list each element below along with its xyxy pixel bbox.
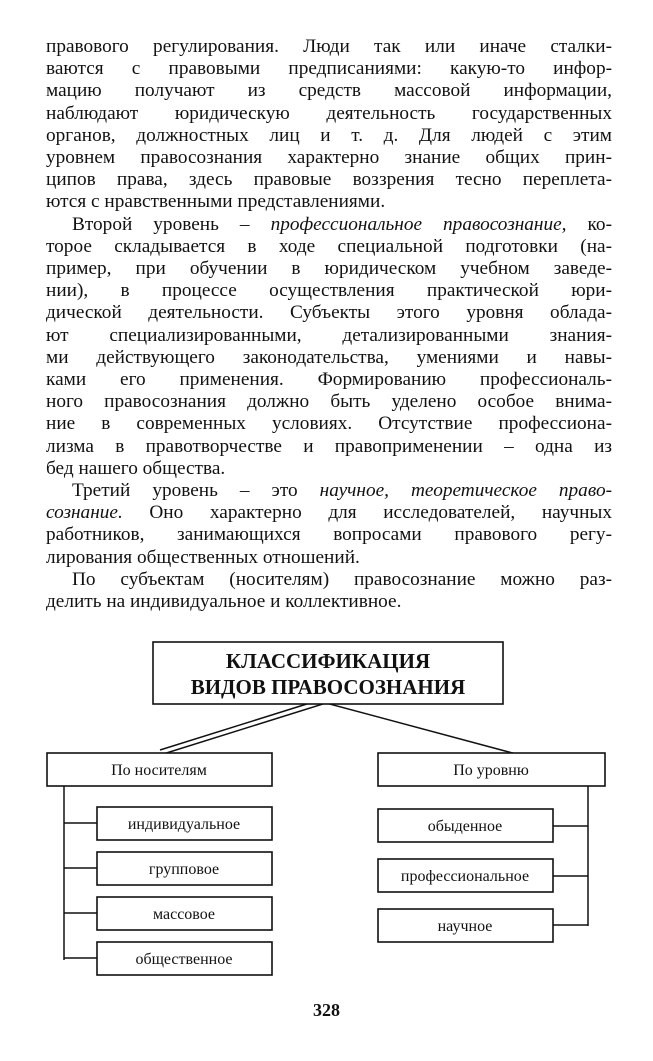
text-line: ципов права, здесь правовые воззрения тесно переплета- — [46, 169, 612, 191]
text-line: пример, при обучении в юридическом учебном заведе- — [46, 258, 612, 279]
text-line: ют специализированными, детализированными знания- — [46, 324, 612, 346]
text-line: ние в современных условиях. Отсутствие профессиона- — [46, 413, 612, 435]
text-line: нии), в процессе осуществления практической юри- — [46, 280, 612, 302]
text-line: работников, занимающихся вопросами правового регу- — [46, 524, 612, 546]
diagram-title-line-2: ВИДОВ ПРАВОСОЗНАНИЯ — [190, 675, 466, 699]
text-line: правового регулирования. Люди так или иначе сталки- — [46, 36, 612, 57]
text-line: лирования общественных отношений. — [46, 546, 360, 568]
page-number: 328 — [313, 1000, 340, 1020]
right-header-label: По уровню — [453, 762, 529, 779]
left-item-mass: массовое — [152, 906, 216, 923]
text-line: мацию получают из средств массовой информации, — [46, 80, 612, 102]
text-line: торое складывается в ходе специальной подготовки (на- — [46, 235, 612, 257]
text-line: ются с нравственными представлениями. — [46, 191, 386, 213]
text-line: дической деятельности. Субъекты этого уровня облада- — [46, 302, 612, 324]
text-line: ваются с правовыми предписаниями: какую-то инфор- — [46, 58, 612, 80]
text-line: уровнем правосознания характерно знание общих прин- — [46, 147, 612, 169]
text-line: наблюдают юридическую деятельность государственных — [46, 102, 612, 124]
text-line: ми действующего законодательства, умениями и навы- — [46, 346, 612, 368]
connector-line — [160, 703, 310, 750]
text-line: лизма в правотворчестве и правоприменении – одна из — [46, 435, 612, 457]
diagram-title-line-1: КЛАССИФИКАЦИЯ — [225, 649, 431, 673]
italic-term: профессиональное правосознание, — [270, 213, 567, 235]
right-item-ordinary: обыденное — [427, 818, 503, 835]
connector-line — [160, 703, 520, 755]
left-item-individual: индивидуальное — [127, 816, 241, 833]
left-item-group: групповое — [148, 861, 220, 878]
left-header-label: По носителям — [111, 762, 207, 779]
text-line: По субъектам (носителям) правосознание можно раз- — [72, 568, 612, 590]
text-line: Второй уровень – профессиональное правосознание, ко- — [72, 213, 612, 235]
right-item-professional: профессиональное — [400, 868, 530, 885]
text-line: органов, должностных лиц и т. д. Для людей с этим — [46, 124, 612, 146]
text-line: ного правосознания должно быть уделено особое внима- — [46, 391, 612, 413]
italic-term: сознание. — [46, 502, 123, 524]
text-line: Третий уровень – это научное, теоретическое право- — [72, 480, 613, 501]
text-line: делить на индивидуальное и коллективное. — [46, 591, 402, 612]
right-item-scientific: научное — [437, 918, 493, 935]
left-item-public: общественное — [135, 951, 233, 968]
text-line: бед нашего общества. — [46, 457, 226, 479]
italic-term: научное, теоретическое право- — [319, 480, 613, 501]
text-line: ками его применения. Формированию профессиональ- — [46, 369, 612, 391]
text-line: сознание. Оно характерно для исследователей, научных — [46, 502, 612, 524]
